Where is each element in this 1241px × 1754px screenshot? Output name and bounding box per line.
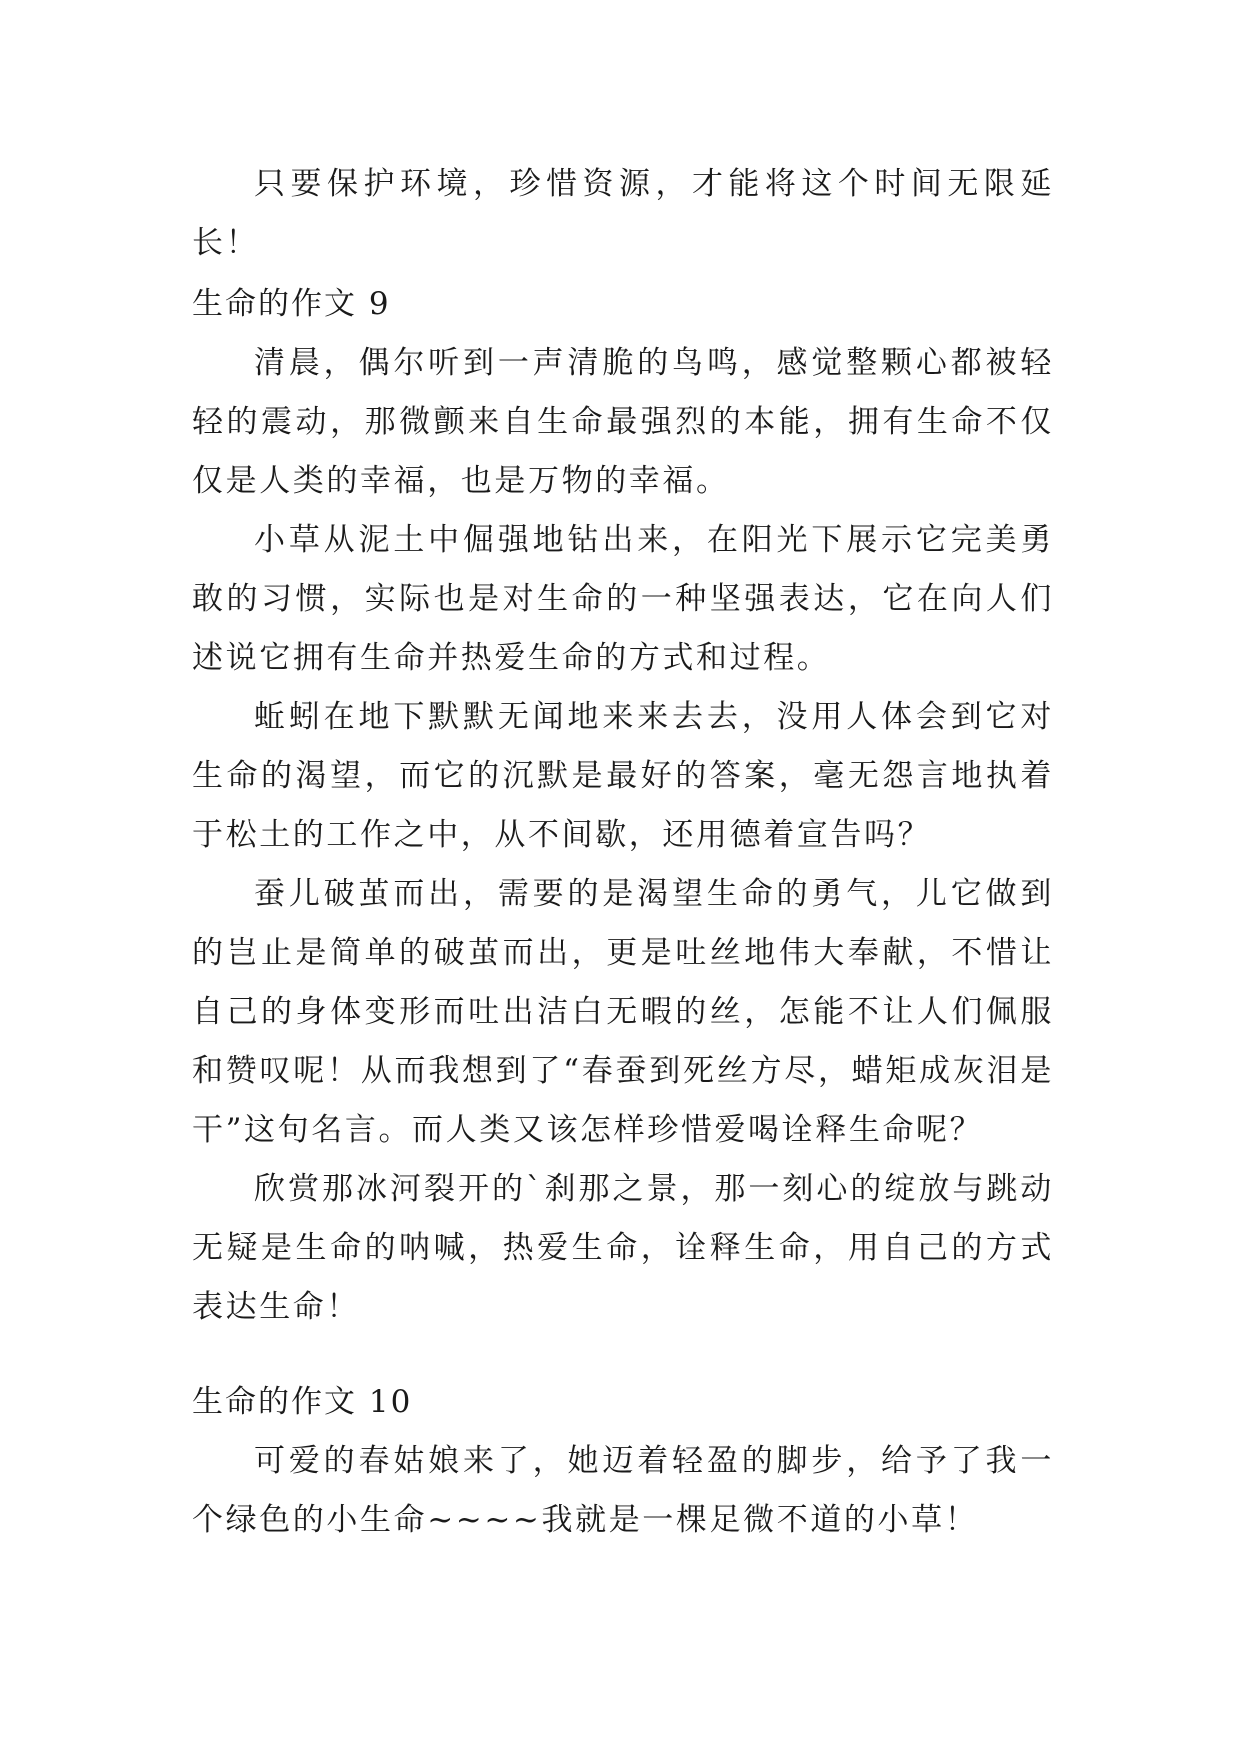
section-heading: 生命的作文 10 <box>192 1384 413 1420</box>
paragraph: 蚯蚓在地下默默无闻地来来去去，没用人体会到它对生命的渴望，而它的沉默是最好的答案，毫无怨言地执着于松土的工作之中，从不间歇，还用德着宣告吗？ <box>192 699 1054 853</box>
paragraph: 欣赏那冰河裂开的`刹那之景，那一刻心的绽放与跳动无疑是生命的呐喊，热爱生命，诠释生命，用自己的方式表达生命！ <box>192 1171 1054 1325</box>
intro-block <box>192 155 1054 273</box>
paragraph: 蚕儿破茧而出，需要的是渴望生命的勇气，儿它做到的岂止是简单的破茧而出，更是吐丝地伟大奉献，不惜让自己的身体变形而吐出洁白无暇的丝，怎能不让人们佩服和赞叹呢！从而我想到了“春蚕到死丝方尽，蜡矩成灰泪是干”这句名言。而人类又该怎样珍惜爱喝诠释生命呢？ <box>192 876 1054 1148</box>
paragraph: 清晨，偶尔听到一声清脆的鸟鸣，感觉整颗心都被轻轻的震动，那微颤来自生命最强烈的本能，拥有生命不仅仅是人类的幸福，也是万物的幸福。 <box>192 345 1054 499</box>
paragraph: 可爱的春姑娘来了，她迈着轻盈的脚步，给予了我一个绿色的小生命~~~~我就是一棵足微不道的小草！ <box>192 1443 1054 1538</box>
paragraph: 小草从泥土中倔强地钻出来，在阳光下展示它完美勇敢的习惯，实际也是对生命的一种坚强表达，它在向人们述说它拥有生命并热爱生命的方式和过程。 <box>192 522 1054 676</box>
essay-10-section <box>192 1373 1054 1550</box>
paragraph: 只要保护环境，珍惜资源，才能将这个时间无限延长！ <box>192 166 1054 261</box>
section-heading: 生命的作文 9 <box>192 286 391 322</box>
essay-9-section <box>192 275 1054 1337</box>
